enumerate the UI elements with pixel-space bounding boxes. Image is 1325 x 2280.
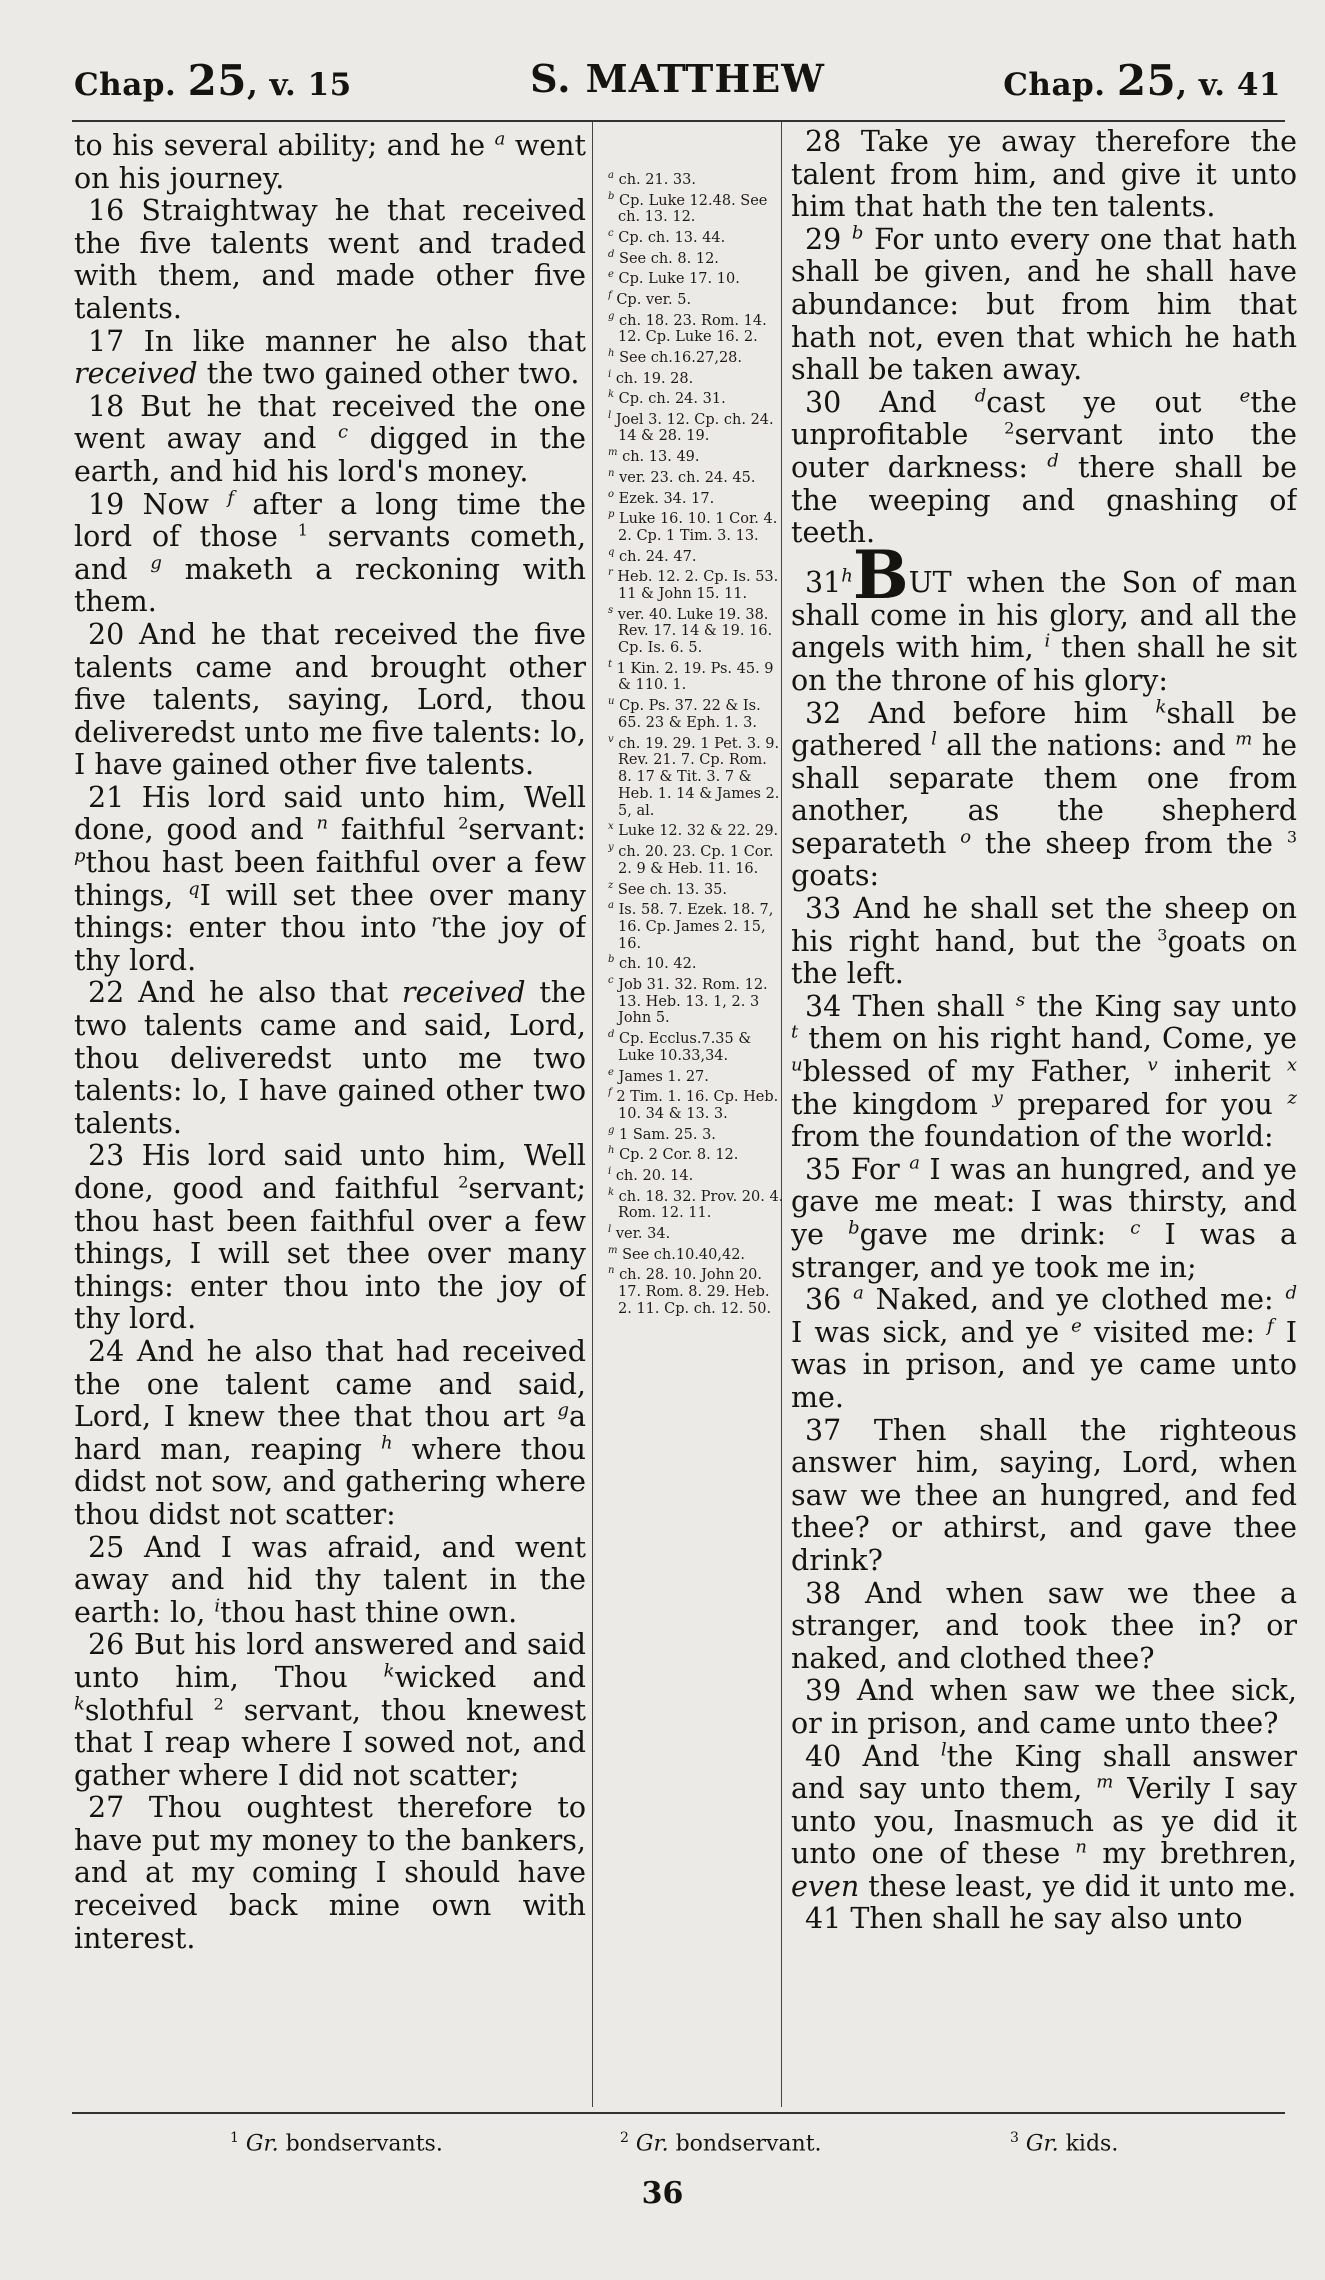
verse-28: 28 Take ye away therefore the talent from him, and give it unto him that hath the ten talents.	[791, 126, 1297, 224]
verse-16: 16 Straightway he that received the five talents went and traded with them, and made other five talents.	[74, 194, 586, 325]
verse-22: 22 And he also that received the two talents came and said, Lord, thou deliveredst unto me two talents: lo, I have gained other two talents.	[74, 976, 586, 1140]
verse-36: 36 $^a$ Naked, and ye clothed me: $^d$ I was sick, and ye $^e$ visited me: $^f$ I was in prison, and ye came unto me.	[791, 1282, 1297, 1414]
margin-reference: $^i$ ch. 19. 28.	[608, 368, 694, 387]
running-header	[74, 56, 1281, 116]
header-left-chap: Chap.	[74, 67, 177, 103]
verse-19: 19 Now $^f$ after a long time the lord of those $^1$ servants cometh, and $^g$ maketh a reckoning with them.	[74, 487, 586, 619]
margin-reference: $^d$ Cp. Ecclus.7.35 & Luke 10.33,34.	[608, 1029, 752, 1064]
marginal-references	[608, 168, 784, 2104]
verse-15-continued: to his several ability; and he $^a$ went on his journey.	[74, 130, 586, 195]
verse-38: 38 And when saw we thee a stranger, and took thee in? or naked, and clothed thee?	[791, 1576, 1297, 1675]
verse-21: 21 His lord said unto him, Well done, good and $^n$ faithful $^2$servant: $^p$thou hast been faithful over a few things, $^q$I will set thee over many things: enter thou into $^r$the joy of thy lord.	[74, 780, 586, 977]
verse-33: 33 And he shall set the sheep on his right hand, but the $^3$goats on the left.	[791, 892, 1297, 991]
margin-reference: $^x$ Luke 12. 32 & 22. 29.	[608, 821, 779, 840]
margin-reference: $^f$ 2 Tim. 1. 16. Cp. Heb. 10. 34 & 13. 3.	[608, 1087, 779, 1122]
margin-reference: $^l$ ver. 34.	[608, 1223, 671, 1242]
margin-reference: $^l$ Joel 3. 12. Cp. ch. 24. 14 & 28. 19.	[608, 409, 774, 445]
margin-reference: $^q$ ch. 24. 47.	[608, 546, 697, 565]
margin-reference: $^o$ Ezek. 34. 17.	[608, 488, 715, 507]
verse-25: 25 And I was afraid, and went away and hid thy talent in the earth: lo, $^i$thou hast thine own.	[74, 1530, 586, 1629]
margin-reference: $^m$ ch. 13. 49.	[608, 447, 700, 466]
margin-reference: $^e$ James 1. 27.	[608, 1066, 709, 1085]
verse-32: 32 And before him $^k$shall be gathered $^l$ all the nations: and $^m$ he shall separate them one from another, as the shepherd separateth $^o$ the sheep from the $^3$ goats:	[791, 696, 1297, 893]
margin-reference: $^b$ Cp. Luke 12.48. See ch. 13. 12.	[608, 190, 768, 226]
header-right-chapter-number: 25	[1116, 56, 1177, 105]
verse-29: 29 $^b$ For unto every one that hath shall be given, and he shall have abundance: but from him that hath not, even that which he hath shall be taken away.	[791, 222, 1297, 387]
verse-20: 20 And he that received the five talents came and brought other five talents, saying, Lord, thou deliveredst unto me five talents: lo, I have gained other five talents.	[74, 617, 586, 782]
footnote-1: $^1$ Gr. bondservants.	[230, 2130, 443, 2157]
margin-reference: $^k$ ch. 18. 32. Prov. 20. 4. Rom. 12. 11.	[608, 1186, 784, 1222]
left-text-column	[74, 130, 586, 2104]
margin-reference: $^p$ Luke 16. 10. 1 Cor. 4. 2. Cp. 1 Tim. 3. 13.	[608, 509, 778, 544]
header-left-reference: Chap. 25, v. 15	[74, 56, 352, 105]
verse-27: 27 Thou oughtest therefore to have put my money to the bankers, and at my coming I should have received back mine own with interest.	[74, 1791, 586, 1955]
verse-35: 35 For $^a$ I was an hungred, and ye gave me meat: I was thirsty, and ye $^b$gave me drink: $^c$ I was a stranger, and ye took me in;	[791, 1152, 1297, 1284]
header-left-verse: v. 15	[269, 67, 352, 103]
verse-37: 37 Then shall the righteous answer him, saying, Lord, when saw we thee an hungred, and fed thee? or athirst, and gave thee drink?	[791, 1413, 1297, 1577]
verse-18: 18 But he that received the one went away and $^c$ digged in the earth, and hid his lord's money.	[74, 389, 586, 488]
margin-reference: $^h$ See ch.16.27,28.	[608, 347, 743, 366]
drop-cap: B	[852, 535, 909, 614]
margin-reference: $^a$ ch. 21. 33.	[608, 170, 696, 188]
margin-reference: $^t$ 1 Kin. 2. 19. Ps. 45. 9 & 110. 1.	[608, 658, 774, 694]
verse-39: 39 And when saw we thee sick, or in prison, and came unto thee?	[791, 1674, 1297, 1740]
margin-reference: $^h$ Cp. 2 Cor. 8. 12.	[608, 1145, 739, 1164]
margin-reference: $^s$ ver. 40. Luke 19. 38. Rev. 17. 14 & 19. 16. Cp. Is. 6. 5.	[608, 604, 773, 657]
margin-reference: $^z$ See ch. 13. 35.	[608, 879, 728, 898]
margin-reference: $^n$ ver. 23. ch. 24. 45.	[608, 467, 756, 486]
book-title: S. MATTHEW	[530, 56, 825, 101]
page-number: 36	[641, 2176, 684, 2211]
margin-reference: $^k$ Cp. ch. 24. 31.	[608, 389, 726, 408]
header-right-verse: v. 41	[1198, 67, 1281, 103]
verse-41: 41 Then shall he say also unto	[805, 1902, 1243, 1936]
margin-reference: $^c$ Cp. ch. 13. 44.	[608, 228, 726, 246]
verse-23: 23 His lord said unto him, Well done, good and faithful $^2$servant; thou hast been faithful over a few things, I will set thee over many things: enter thou into the joy of thy lord.	[74, 1139, 586, 1336]
margin-reference: $^g$ ch. 18. 23. Rom. 14. 12. Cp. Luke 16. 2.	[608, 310, 767, 346]
column-divider-left	[592, 122, 593, 2107]
header-left-chapter-number: 25	[187, 56, 248, 105]
margin-reference: $^n$ ch. 28. 10. John 20. 17. Rom. 8. 29. Heb. 2. 11. Cp. ch. 12. 50.	[608, 1265, 772, 1317]
footnote-rule	[72, 2112, 1285, 2114]
footnotes	[72, 2130, 1285, 2170]
margin-reference: $^i$ ch. 20. 14.	[608, 1165, 694, 1184]
verse-17: 17 In like manner he also that received the two gained other two.	[74, 324, 586, 391]
margin-reference: $^f$ Cp. ver. 5.	[608, 289, 692, 308]
footnote-3: $^3$ Gr. kids.	[1010, 2130, 1119, 2157]
margin-reference: $^m$ See ch.10.40,42.	[608, 1244, 746, 1263]
verse-40: 40 And $^l$the King shall answer and say unto them, $^m$ Verily I say unto you, Inasmuch as ye did it unto one of these $^n$ my brethren, even these least, ye did it unto me.	[791, 1739, 1297, 1903]
margin-reference: $^v$ ch. 19. 29. 1 Pet. 3. 9. Rev. 21. 7. Cp. Rom. 8. 17 & Tit. 3. 7 & Heb. 1. 14 & James 2. 5, al.	[608, 733, 780, 819]
margin-reference: $^g$ 1 Sam. 25. 3.	[608, 1124, 716, 1143]
verse-30: 30 And $^d$cast ye out $^e$the unprofitable $^2$servant into the outer darkness: $^d$ there shall be the weeping and gnashing of teeth.	[791, 385, 1297, 550]
margin-reference: $^a$ Is. 58. 7. Ezek. 18. 7, 16. Cp. James 2. 15, 16.	[608, 900, 774, 952]
header-right-chap: Chap.	[1003, 67, 1106, 103]
margin-reference: $^u$ Cp. Ps. 37. 22 & Is. 65. 23 & Eph. 1. 3.	[608, 696, 761, 731]
margin-reference: $^d$ See ch. 8. 12.	[608, 248, 719, 267]
header-rule	[72, 120, 1285, 122]
header-right-reference: Chap. 25, v. 41	[1003, 56, 1281, 105]
margin-reference: $^c$ Job 31. 32. Rom. 12. 13. Heb. 13. 1, 2. 3 John 5.	[608, 975, 768, 1027]
verse-34: 34 Then shall $^s$ the King say unto $^t$ them on his right hand, Come, ye $^u$blessed of my Father, $^v$ inherit $^x$ the kingdom $^y$ prepared for you $^z$ from the foundation of the world:	[791, 989, 1297, 1154]
verse-24: 24 And he also that had received the one talent came and said, Lord, I knew thee that thou art $^g$a hard man, reaping $^h$ where thou didst not sow, and gathering where thou didst not scatter:	[74, 1334, 586, 1531]
verse-31: 31$^h$BUT when the Son of man shall come in his glory, and all the angels with him, $^i$ then shall he sit on the throne of his glory:	[791, 535, 1297, 697]
margin-reference: $^y$ ch. 20. 23. Cp. 1 Cor. 2. 9 & Heb. 11. 16.	[608, 842, 774, 877]
margin-reference: $^e$ Cp. Luke 17. 10.	[608, 269, 740, 288]
verse-26: 26 But his lord answered and said unto him, Thou $^k$wicked and $^k$slothful $^2$ servant, thou knewest that I reap where I sowed not, and gather where I did not scatter;	[74, 1628, 586, 1792]
margin-reference: $^r$ Heb. 12. 2. Cp. Is. 53. 11 & John 15. 11.	[608, 567, 779, 602]
footnote-2: $^2$ Gr. bondservant.	[620, 2130, 822, 2157]
right-text-column	[791, 126, 1297, 2104]
margin-reference: $^b$ ch. 10. 42.	[608, 954, 697, 973]
